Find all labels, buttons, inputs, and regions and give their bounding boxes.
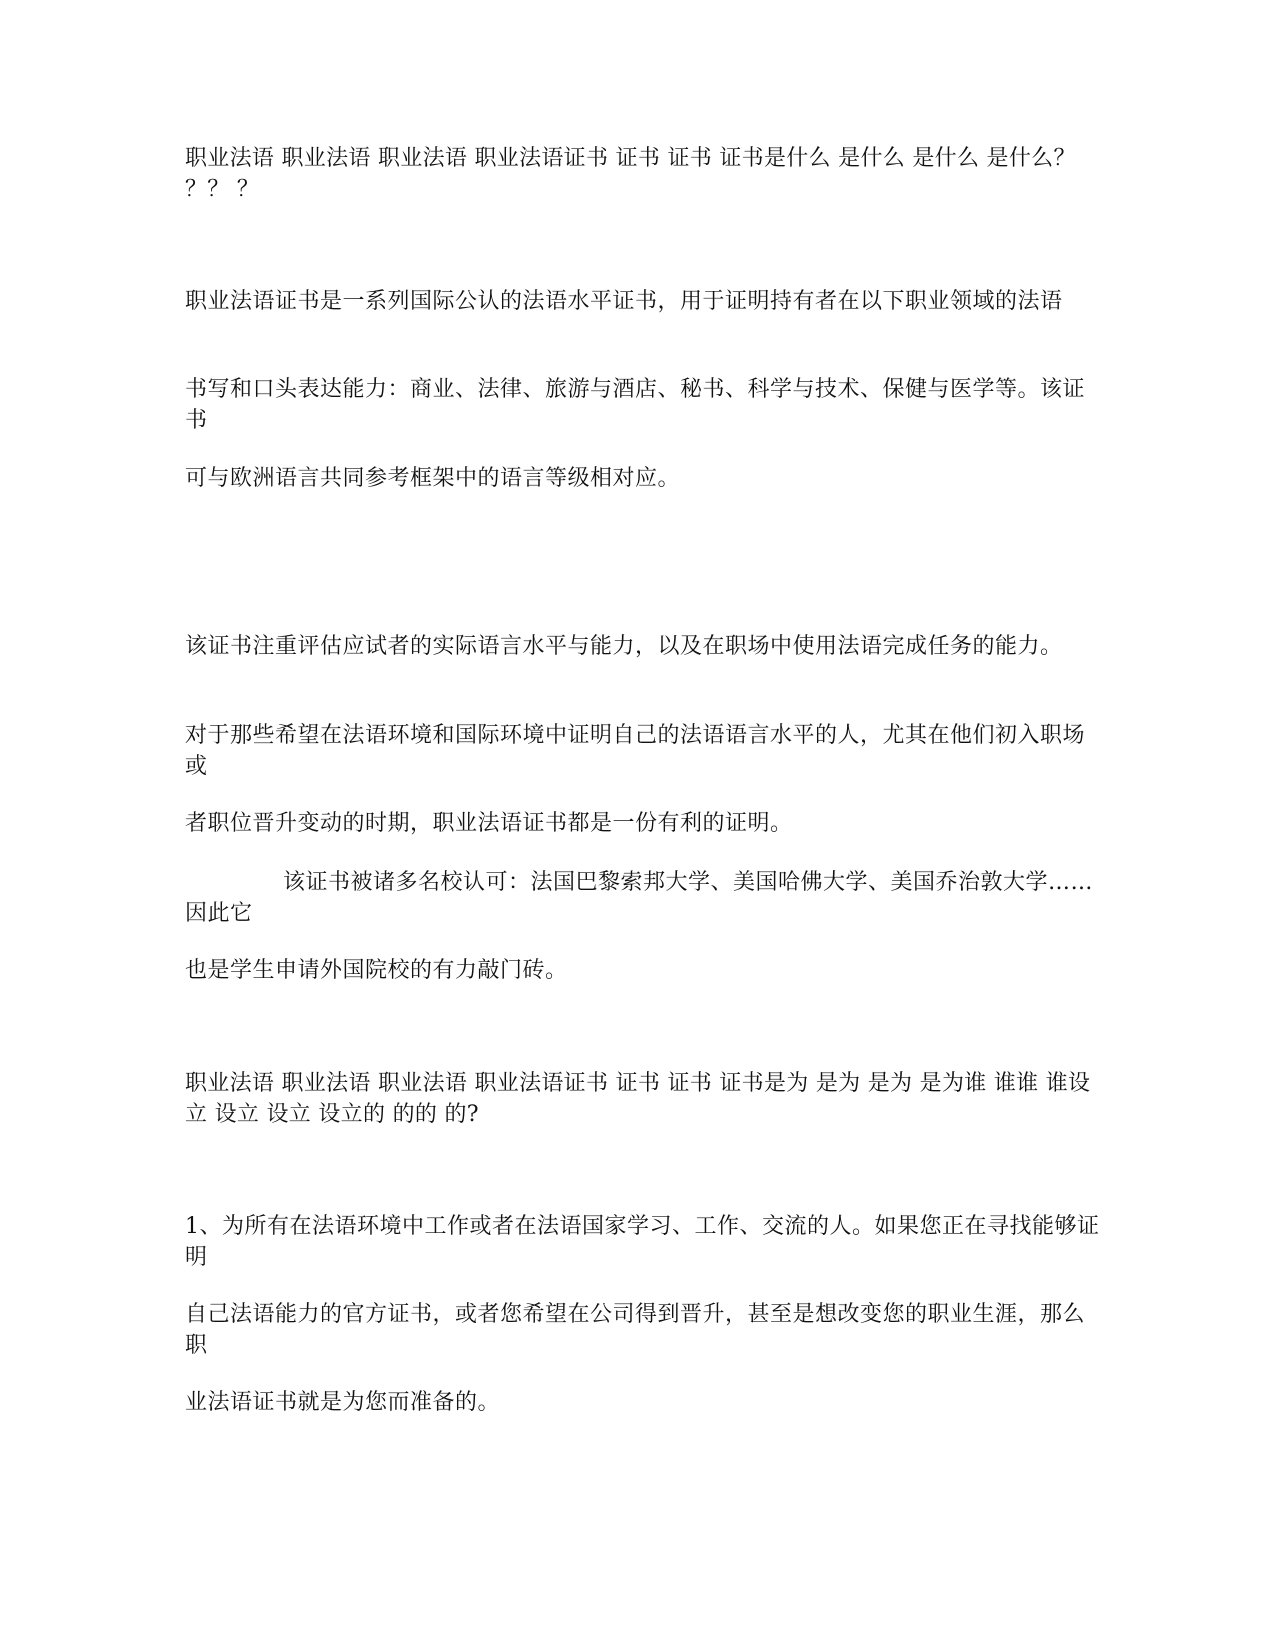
- section-heading-what-is: 职业法语 职业法语 职业法语 职业法语证书 证书 证书 证书是什么 是什么 是什么 是什么？ ？？ ？: [185, 146, 1076, 202]
- paragraph-assessment: 该证书注重评估应试者的实际语言水平与能力，以及在职场中使用法语完成任务的能力。: [185, 634, 1063, 659]
- paragraph-application: 也是学生申请外国院校的有力敲门砖。: [185, 958, 568, 983]
- paragraph-definition: 职业法语证书是一系列国际公认的法语水平证书，用于证明持有者在以下职业领域的法语: [185, 289, 1063, 314]
- section-heading-who-for: 职业法语 职业法语 职业法语 职业法语证书 证书 证书 证书是为 是为 是为 是为谁 谁谁 谁设立 设立 设立 设立的 的的 的?: [185, 1071, 1091, 1127]
- paragraph-audience: 对于那些希望在法语环境和国际环境中证明自己的法语语言水平的人，尤其在他们初入职场或: [185, 723, 1086, 779]
- paragraph-item-1: 1、为所有在法语环境中工作或者在法语国家学习、工作、交流的人。如果您正在寻找能够证明: [185, 1214, 1100, 1270]
- paragraph-item-1-end: 业法语证书就是为您而准备的。: [185, 1390, 501, 1415]
- paragraph-career: 者职位晋升变动的时期，职业法语证书都是一份有利的证明。: [185, 811, 793, 836]
- paragraph-skills: 书写和口头表达能力：商业、法律、旅游与酒店、秘书、科学与技术、保健与医学等。该证书: [185, 377, 1086, 433]
- paragraph-universities: 该证书被诸多名校认可：法国巴黎索邦大学、美国哈佛大学、美国乔治敦大学……因此它: [185, 870, 1094, 926]
- paragraph-cefr: 可与欧洲语言共同参考框架中的语言等级相对应。: [185, 466, 681, 491]
- paragraph-item-1-continued: 自己法语能力的官方证书，或者您希望在公司得到晋升，甚至是想改变您的职业生涯，那么职: [185, 1302, 1086, 1358]
